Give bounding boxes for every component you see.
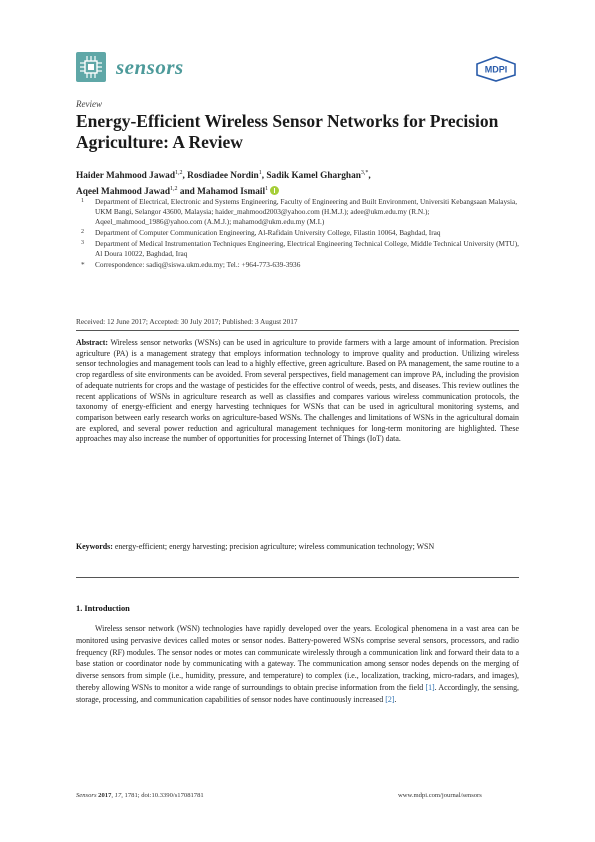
section-heading: 1. Introduction: [76, 604, 130, 613]
keywords: [76, 542, 519, 553]
orcid-icon[interactable]: [270, 186, 279, 195]
footer-journal: Sensors: [76, 792, 97, 799]
author-affiliation-mark: 1,2: [170, 186, 178, 193]
mdpi-logo: [474, 56, 518, 82]
journal-logo-chip-icon: [76, 52, 106, 82]
body-text: Wireless sensor network (WSN) technologies have rapidly developed over the years. Ecological phenomena in a vast area can be monitored using pervasive devices called motes or sensor nodes. Battery-powered WSNs comprise several sensors, processors, and radio frequency (RF) modules. The sensor nodes or motes can communicate wirelessly through a communication link and forward their data to a base station or coordinator node by communicating with a gateway. The communication among sensor nodes depends on the merging of diverse sensors from simple (i.e., humidity, pressure, and temperature) to complex (i.e., localization, tracking, micro-radars, and images), thereby allowing WSNs to monitor a wide range of surroundings to obtain precise information from the field: [76, 624, 519, 692]
footer-url[interactable]: www.mdpi.com/journal/sensors: [398, 792, 482, 799]
article-title: Energy-Efficient Wireless Sensor Networks for Precision Agriculture: A Review: [76, 111, 499, 152]
mdpi-logo-text: MDPI: [484, 64, 508, 75]
keywords-text: energy-efficient; energy harvesting; precision agriculture; wireless communication technology; WSN: [114, 542, 435, 551]
citation-link[interactable]: [2]: [385, 694, 395, 704]
author-affiliation-mark: 1: [258, 170, 262, 176]
correspondence-text: Correspondence: sadiq@siswa.ukm.edu.my; Tel.: +964-773-639-3936: [95, 260, 301, 269]
abstract: [76, 338, 519, 445]
author-name: Aqeel Mahmood Jawad: [76, 187, 171, 198]
affiliation-text: Department of Medical Instrumentation Techniques Engineering, Electrical Engineering Technical College, Middle Technical University (MTU), Al Doura 10022, Baghdad, Iraq: [95, 239, 519, 258]
footer-citation: Sensors 2017, 17, 1781; doi:10.3390/s17081781: [76, 792, 204, 799]
footer-doi: , 1781; doi:10.3390/s17081781: [121, 792, 204, 799]
author-affiliation-mark: 1: [265, 186, 269, 193]
author-affiliation-mark: 1,2: [175, 170, 183, 176]
citation-link[interactable]: [1]: [425, 682, 435, 692]
author-conjunction: and: [177, 187, 198, 198]
author-separator: ,: [261, 171, 267, 182]
author-name: Sadik Kamel Gharghan: [266, 171, 361, 182]
affiliations: [76, 197, 526, 271]
affiliation-1: [76, 197, 526, 227]
author-separator: ,: [368, 171, 371, 182]
affiliation-text: Department of Computer Communication Engineering, Al-Rafidain University College, Filastin 10064, Baghdad, Iraq: [95, 228, 441, 237]
keywords-label: Keywords:: [76, 542, 113, 551]
affiliation-text: Department of Electrical, Electronic and Systems Engineering, Faculty of Engineering and Built Environment, Universiti Kebangsaan Malaysia, UKM Bangi, Selangor 43600, Malaysia; haider_mahmood2003@yahoo.com (H.M.J.); adee@ukm.edu.my (R.N.); Aqeel_mahmood_1986@yahoo.com (A.M.J.); mahamod@ukm.edu.my (M.I.): [95, 197, 518, 226]
divider: [76, 577, 519, 578]
journal-name: sensors: [116, 55, 184, 79]
abstract-text: Wireless sensor networks (WSNs) can be used in agriculture to provide farmers with a large amount of information. Precision agriculture (PA) is a management strategy that employs information technology to improve quality and production. Utilizing wireless sensor technologies and management tools can lead to a highly effective, green agriculture. Based on PA management, the same routine to a crop regardless of site environments can be avoided. From several perspectives, field management can improve PA, including the provision of adequate nutrients for crops and the wastage of pesticides for the effective control of weeds, pests, and diseases. This review outlines the recent applications of WSNs in agriculture research as well as classifies and compares various wireless communication protocols, the taxonomy of energy-efficient and energy harvesting techniques for WSNs that can be used in agricultural monitoring systems, and comparison between early research works on agriculture-based WSNs. The challenges and limitations of WSNs in the agricultural domain are explored, and several power reduction and agricultural management techniques for long-term monitoring are highlighted. These approaches may also increase the number of opportunities for processing Internet of Things (IoT) data.: [76, 338, 519, 444]
affiliation-3: [76, 239, 526, 259]
divider: [76, 330, 519, 331]
section-body: [76, 623, 519, 706]
correspondence-mark: *: [81, 260, 85, 269]
publication-dates: Received: 12 June 2017; Accepted: 30 July 2017; Published: 3 August 2017: [76, 317, 298, 326]
author-name: Mahamod Ismail: [197, 187, 266, 198]
affiliation-mark: 2: [81, 229, 84, 235]
article-type: Review: [76, 99, 102, 109]
abstract-label: Abstract:: [76, 338, 108, 347]
affiliation-2: [76, 228, 526, 238]
affiliation-mark: 1: [81, 198, 84, 204]
author-separator: ,: [182, 171, 188, 182]
footer-volume: 17: [114, 792, 122, 799]
author-affiliation-mark: 3,*: [360, 170, 369, 176]
author-name: Haider Mahmood Jawad: [76, 171, 176, 182]
body-text: . Accordingly, the sensing, storage, processing, and communication capabilities of sensor nodes have continuously increased: [76, 682, 520, 704]
author-name: Rosdiadee Nordin: [187, 171, 259, 182]
correspondence: [76, 260, 526, 270]
author-list: [76, 167, 526, 199]
body-text: .: [394, 694, 397, 704]
affiliation-mark: 3: [81, 240, 84, 246]
footer-year: 2017: [98, 792, 112, 799]
